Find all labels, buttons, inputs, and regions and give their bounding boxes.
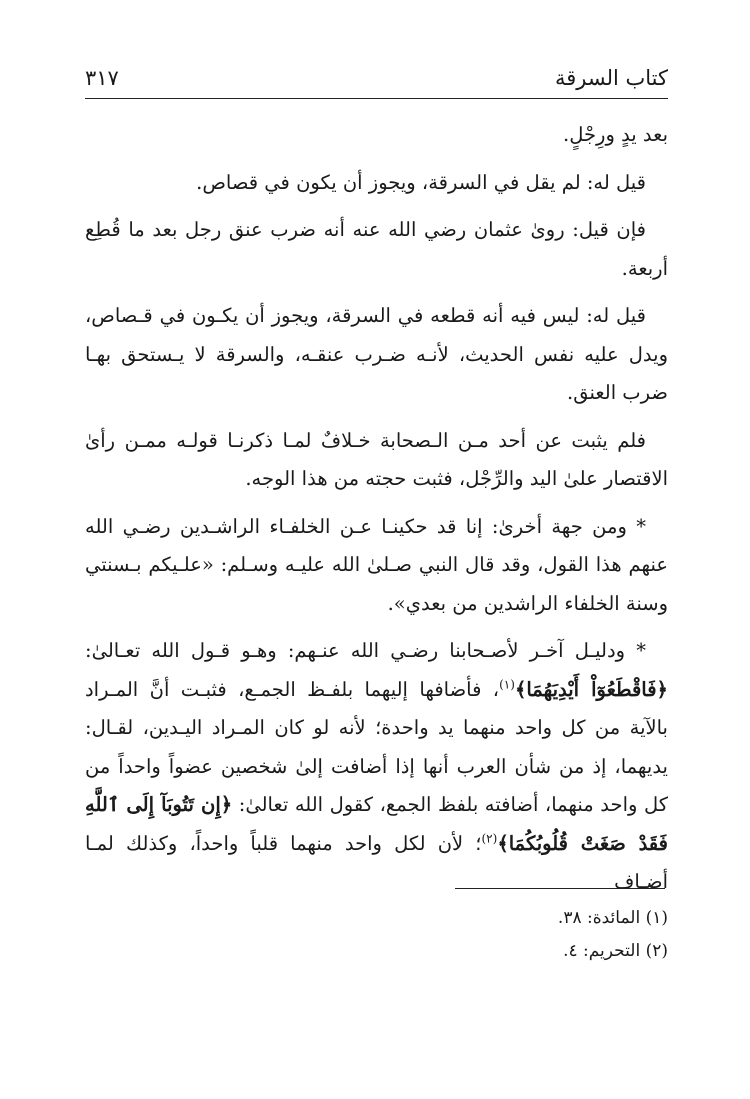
paragraph: بعد يدٍ ورِجْلٍ. — [563, 123, 668, 146]
page-header — [85, 62, 668, 99]
quran-verse: ﴿فَاقْطَعُوٓاْ أَيْدِيَهُمَا﴾ — [514, 677, 668, 701]
paragraph: * ومن جهة أخرىٰ: إنا قد حكينـا عـن الخلفـاء الراشـدين رضـي الله عنهم هذا القول، وقد قال النبي صـلىٰ الله عليـه وسـلم: «علـيكم بـسنتي وسنة الخلفاء الراشدين من بعدي». — [85, 514, 668, 615]
paragraph: فإن قيل: روىٰ عثمان رضي الله عنه أنه ضرب عنق رجل بعد ما قُطِع أربعة. — [85, 218, 668, 280]
footnote-ref: (٢) — [481, 831, 498, 845]
footnote: (١) المائدة: ٣٨. — [557, 908, 668, 928]
paragraph: فلم يثبت عن أحد مـن الـصحابة خـلافٌ لمـا ذكرنـا قولـه ممـن رأىٰ الاقتصار علىٰ اليد والرِّجْل، فثبت حجته من هذا الوجه. — [85, 428, 668, 490]
running-title: كتاب السرقة — [554, 66, 668, 90]
paragraph-text: ، فأضافها إليهما بلفـظ الجمـع، فثبـت أنَّ المـراد بالآية من كل واحد منهما يد واحدة؛ لأنه لو كان المـراد اليـدين، لقـال: يديهما، إذ من شأن العرب أنها إذا أضافت إلىٰ شخصين عضواً واحداً من كل واحد منهما، أضافته بلفظ الجمع، كقول الله تعالىٰ: — [85, 677, 668, 816]
footnote-divider — [455, 888, 665, 889]
footnotes — [85, 902, 668, 968]
paragraph: قيل له: لم يقل في السرقة، ويجوز أن يكون في قصاص. — [196, 170, 646, 194]
paragraph — [85, 632, 668, 902]
paragraph-text: ؛ لأن لكل واحد منهما قلباً واحداً، وكذلك لمـا أضـاف — [85, 831, 668, 893]
page-number: ٣١٧ — [85, 66, 119, 90]
footnote: (٢) التحريم: ٤. — [563, 941, 668, 961]
body-text — [85, 116, 668, 911]
paragraph-text: * ودليـل آخـر لأصـحابنا رضـي الله عنـهم: وهـو قـول الله تعـالىٰ: — [85, 639, 646, 662]
quran-verse: ﴿إِن تَتُوبَآ إِلَى ٱللَّهِ فَقَدْ صَغَتْ قُلُوبُكُمَا﴾ — [85, 793, 668, 855]
footnote-ref: (١) — [499, 677, 515, 691]
paragraph: قيل له: ليس فيه أنه قطعه في السرقة، ويجوز أن يكـون في قـصاص، ويدل عليه نفس الحديث، لأنـه ضـرب عنقـه، والسرقة لا يـستحق بهـا ضرب العنق. — [85, 304, 668, 404]
